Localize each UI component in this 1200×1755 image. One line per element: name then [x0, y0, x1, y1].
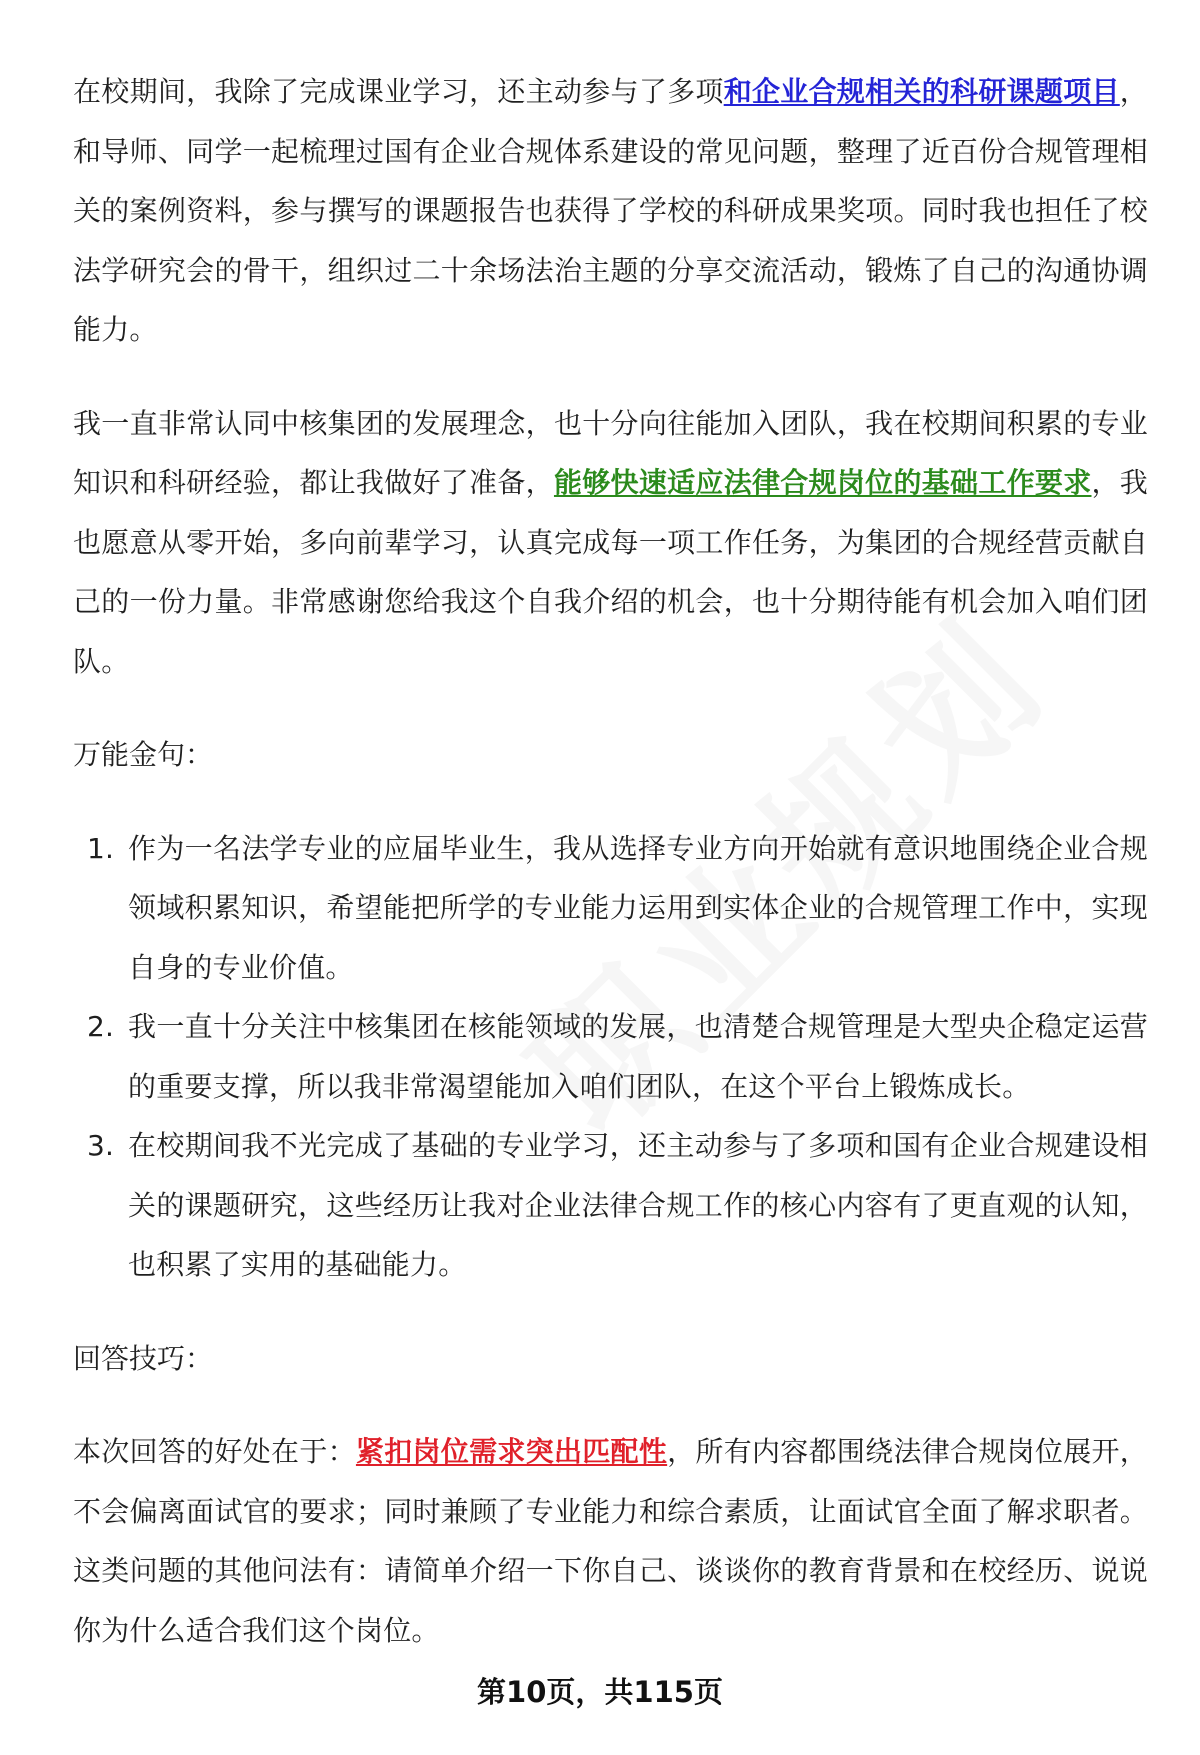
- list-number: 3.: [87, 1129, 115, 1162]
- paragraph-text: ，所有内容都围绕法律合规岗位展开，不会偏离面试官的要求；同时兼顾了专业能力和综合素质，让面试官全面了解求职者。这类问题的其他问法有：请简单介绍一下你自己、谈谈你的教育背景和在校经历、说说你为什么适合我们这个岗位。: [73, 1435, 1149, 1647]
- heading-answer-tips: 回答技巧：: [73, 1341, 214, 1375]
- list-text: 我一直十分关注中核集团在核能领域的发展，也清楚合规管理是大型央企稳定运营的重要支撑，所以我非常渴望能加入咱们团队，在这个平台上锻炼成长。: [128, 1010, 1148, 1103]
- highlight-match-requirements: 紧扣岗位需求突出匹配性: [355, 1435, 668, 1468]
- highlight-research-topics: 和企业合规相关的科研课题项目: [723, 75, 1120, 108]
- heading-golden-sentences: 万能金句：: [73, 738, 214, 771]
- document-body: [73, 62, 1148, 1694]
- highlight-job-fit: 能够快速适应法律合规岗位的基础工作要求: [553, 466, 1092, 499]
- list-item: [73, 997, 1148, 1116]
- paragraph-motivation: [73, 394, 1148, 692]
- list-number: 2.: [87, 1010, 115, 1043]
- paragraph-research: [73, 62, 1148, 360]
- list-text: 在校期间我不光完成了基础的专业学习，还主动参与了多项和国有企业合规建设相关的课题研究，这些经历让我对企业法律合规工作的核心内容有了更直观的认知，也积累了实用的基础能力。: [128, 1129, 1148, 1281]
- page-number-footer: 第10页，共115页: [477, 1675, 723, 1709]
- list-item: [73, 819, 1148, 998]
- list-item: [73, 1116, 1148, 1295]
- paragraph-text: ，和导师、同学一起梳理过国有企业合规体系建设的常见问题，整理了近百份合规管理相关的案例资料，参与撰写的课题报告也获得了学校的科研成果奖项。同时我也担任了校法学研究会的骨干，组织过二十余场法治主题的分享交流活动，锻炼了自己的沟通协调能力。: [73, 75, 1148, 346]
- paragraph-text: ，我也愿意从零开始，多向前辈学习，认真完成每一项工作任务，为集团的合规经营贡献自己的一份力量。非常感谢您给我这个自我介绍的机会，也十分期待能有机会加入咱们团队。: [73, 466, 1148, 678]
- list-text: 作为一名法学专业的应届毕业生，我从选择专业方向开始就有意识地围绕企业合规领域积累知识，希望能把所学的专业能力运用到实体企业的合规管理工作中，实现自身的专业价值。: [128, 831, 1148, 984]
- paragraph-text: 我一直非常认同中核集团的发展理念，也十分向往能加入团队，我在校期间积累的专业知识和科研经验，都让我做好了准备，: [73, 406, 1148, 499]
- list-number: 1.: [87, 831, 115, 865]
- paragraph-text: 在校期间，我除了完成课业学习，还主动参与了多项: [73, 75, 724, 108]
- paragraph-text: 本次回答的好处在于：: [73, 1435, 356, 1468]
- paragraph-tips: [73, 1422, 1148, 1660]
- golden-sentence-list: [73, 819, 1148, 1295]
